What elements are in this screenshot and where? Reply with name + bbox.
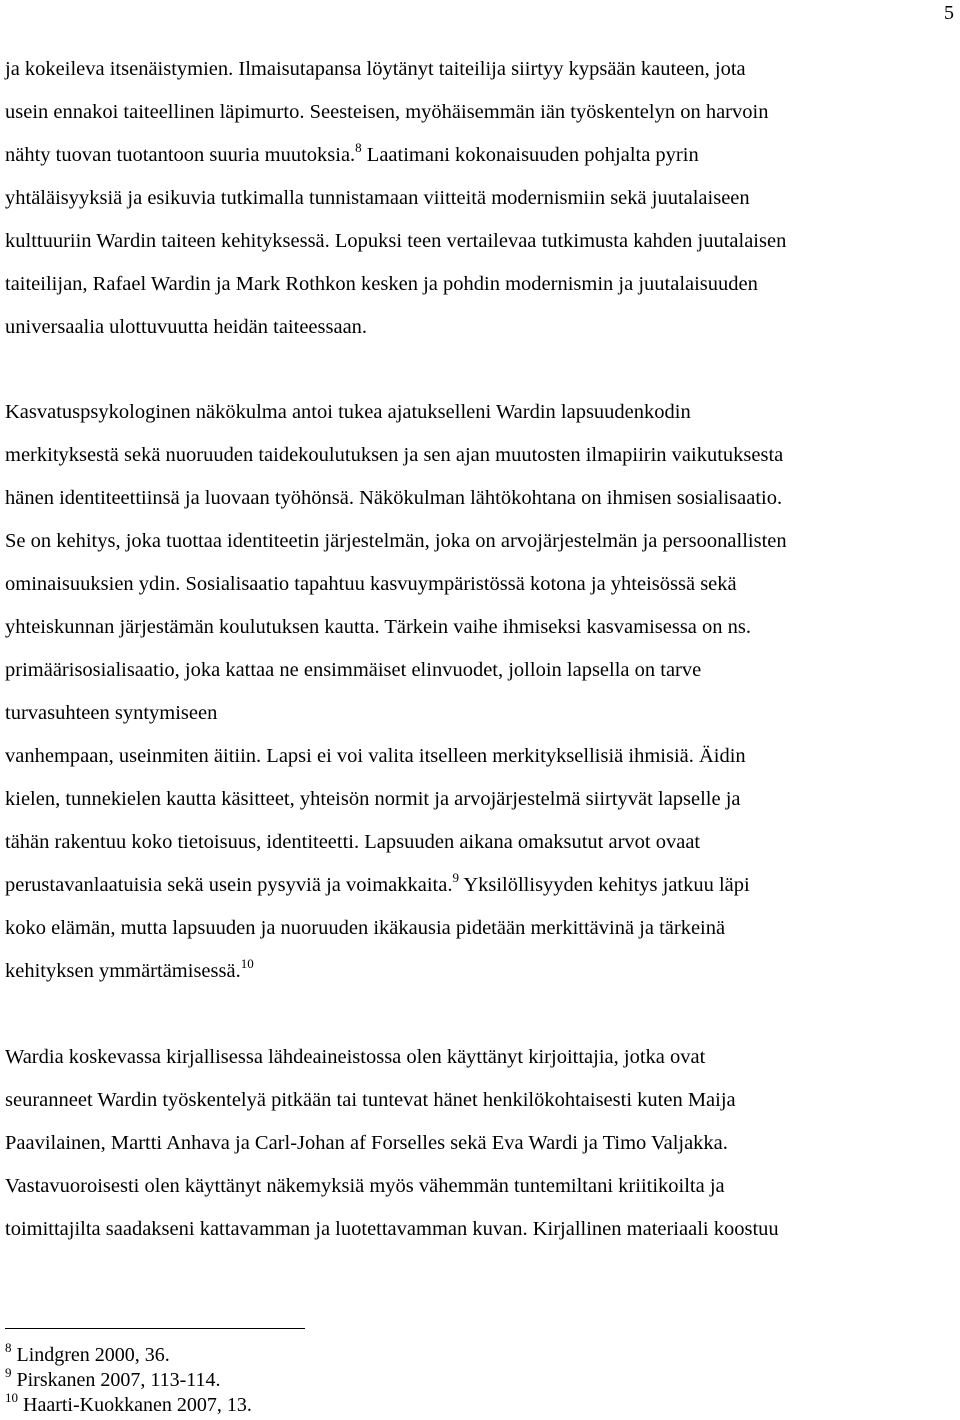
text-line: taiteilijan, Rafael Wardin ja Mark Rothkon kesken ja pohdin modernismin ja juutalaisuuden <box>5 273 758 295</box>
text-span: nähty tuovan tuotantoon suuria muutoksia. <box>5 144 356 166</box>
text-line: Paavilainen, Martti Anhava ja Carl-Johan af Forselles sekä Eva Wardi ja Timo Valjakka. <box>5 1132 728 1154</box>
text-line: turvasuhteen syntymiseen <box>5 702 218 724</box>
text-line: yhteiskunnan järjestämän koulutuksen kautta. Tärkein vaihe ihmiseksi kasvamisessa on ns. <box>5 616 752 638</box>
text-line: seuranneet Wardin työskentelyä pitkään tai tuntevat hänet henkilökohtaisesti kuten Maija <box>5 1089 736 1111</box>
footnote <box>5 1365 221 1391</box>
text-line <box>5 956 254 983</box>
page-number: 5 <box>944 2 954 24</box>
footnote <box>5 1340 170 1366</box>
footnote-text: Haarti-Kuokkanen 2007, 13. <box>18 1394 252 1416</box>
footnote-ref: 10 <box>240 956 254 971</box>
text-line: yhtäläisyyksiä ja esikuvia tutkimalla tunnistamaan viitteitä modernismiin sekä juutalaiseen <box>5 187 750 209</box>
text-line: merkityksestä sekä nuoruuden taidekoulutuksen ja sen ajan muutosten ilmapiirin vaikutuksesta <box>5 444 784 466</box>
footnote-number: 10 <box>5 1390 18 1405</box>
footnote <box>5 1390 252 1416</box>
text-line: vanhempaan, useinmiten äitiin. Lapsi ei voi valita itselleen merkityksellisiä ihmisiä. Äidin <box>5 745 746 767</box>
text-line: primäärisosialisaatio, joka kattaa ne ensimmäiset elinvuodet, jolloin lapsella on tarve <box>5 659 702 681</box>
text-line: ja kokeileva itsenäistymien. Ilmaisutapansa löytänyt taiteilija siirtyy kypsään kauteen, jota <box>5 58 746 80</box>
text-span: Laatimani kokonaisuuden pohjalta pyrin <box>361 144 699 166</box>
text-line: usein ennakoi taiteellinen läpimurto. Seesteisen, myöhäisemmän iän työskentelyn on harvoin <box>5 101 769 123</box>
footnote-number: 8 <box>5 1340 12 1355</box>
text-line: Se on kehitys, joka tuottaa identiteetin järjestelmän, joka on arvojärjestelmän ja persoonallisten <box>5 530 787 552</box>
text-span: kehityksen ymmärtämisessä. <box>5 960 241 982</box>
footnote-separator <box>5 1328 305 1329</box>
text-line: Kasvatuspsykologinen näkökulma antoi tukea ajatukselleni Wardin lapsuudenkodin <box>5 401 691 423</box>
text-span: Yksilöllisyyden kehitys jatkuu läpi <box>458 874 750 896</box>
text-line <box>5 140 699 167</box>
text-line: koko elämän, mutta lapsuuden ja nuoruuden ikäkausia pidetään merkittävinä ja tärkeinä <box>5 917 726 939</box>
footnote-ref: 8 <box>355 140 362 155</box>
footnote-text: Pirskanen 2007, 113-114. <box>11 1369 221 1391</box>
footnote-ref: 9 <box>452 870 459 885</box>
text-line: toimittajilta saadakseni kattavamman ja luotettavamman kuvan. Kirjallinen materiaali koostuu <box>5 1218 779 1240</box>
text-line <box>5 870 750 897</box>
text-line: ominaisuuksien ydin. Sosialisaatio tapahtuu kasvuympäristössä kotona ja yhteisössä sekä <box>5 573 737 595</box>
footnote-number: 9 <box>5 1365 12 1380</box>
text-line: Vastavuoroisesti olen käyttänyt näkemyksiä myös vähemmän tuntemiltani kriitikoilta ja <box>5 1175 725 1197</box>
text-line: universaalia ulottuvuutta heidän taiteessaan. <box>5 316 368 338</box>
text-line: hänen identiteettiinsä ja luovaan työhönsä. Näkökulman lähtökohtana on ihmisen sosialisaatio. <box>5 487 783 509</box>
text-line: kielen, tunnekielen kautta käsitteet, yhteisön normit ja arvojärjestelmä siirtyvät lapselle ja <box>5 788 741 810</box>
text-line: kulttuuriin Wardin taiteen kehityksessä. Lopuksi teen vertailevaa tutkimusta kahden juutalaisen <box>5 230 787 252</box>
text-span: perustavanlaatuisia sekä usein pysyviä ja voimakkaita. <box>5 874 453 896</box>
text-line: tähän rakentuu koko tietoisuus, identiteetti. Lapsuuden aikana omaksutut arvot ovaat <box>5 831 701 853</box>
text-line: Wardia koskevassa kirjallisessa lähdeaineistossa olen käyttänyt kirjoittajia, jotka ovat <box>5 1046 706 1068</box>
footnote-text: Lindgren 2000, 36. <box>11 1344 170 1366</box>
